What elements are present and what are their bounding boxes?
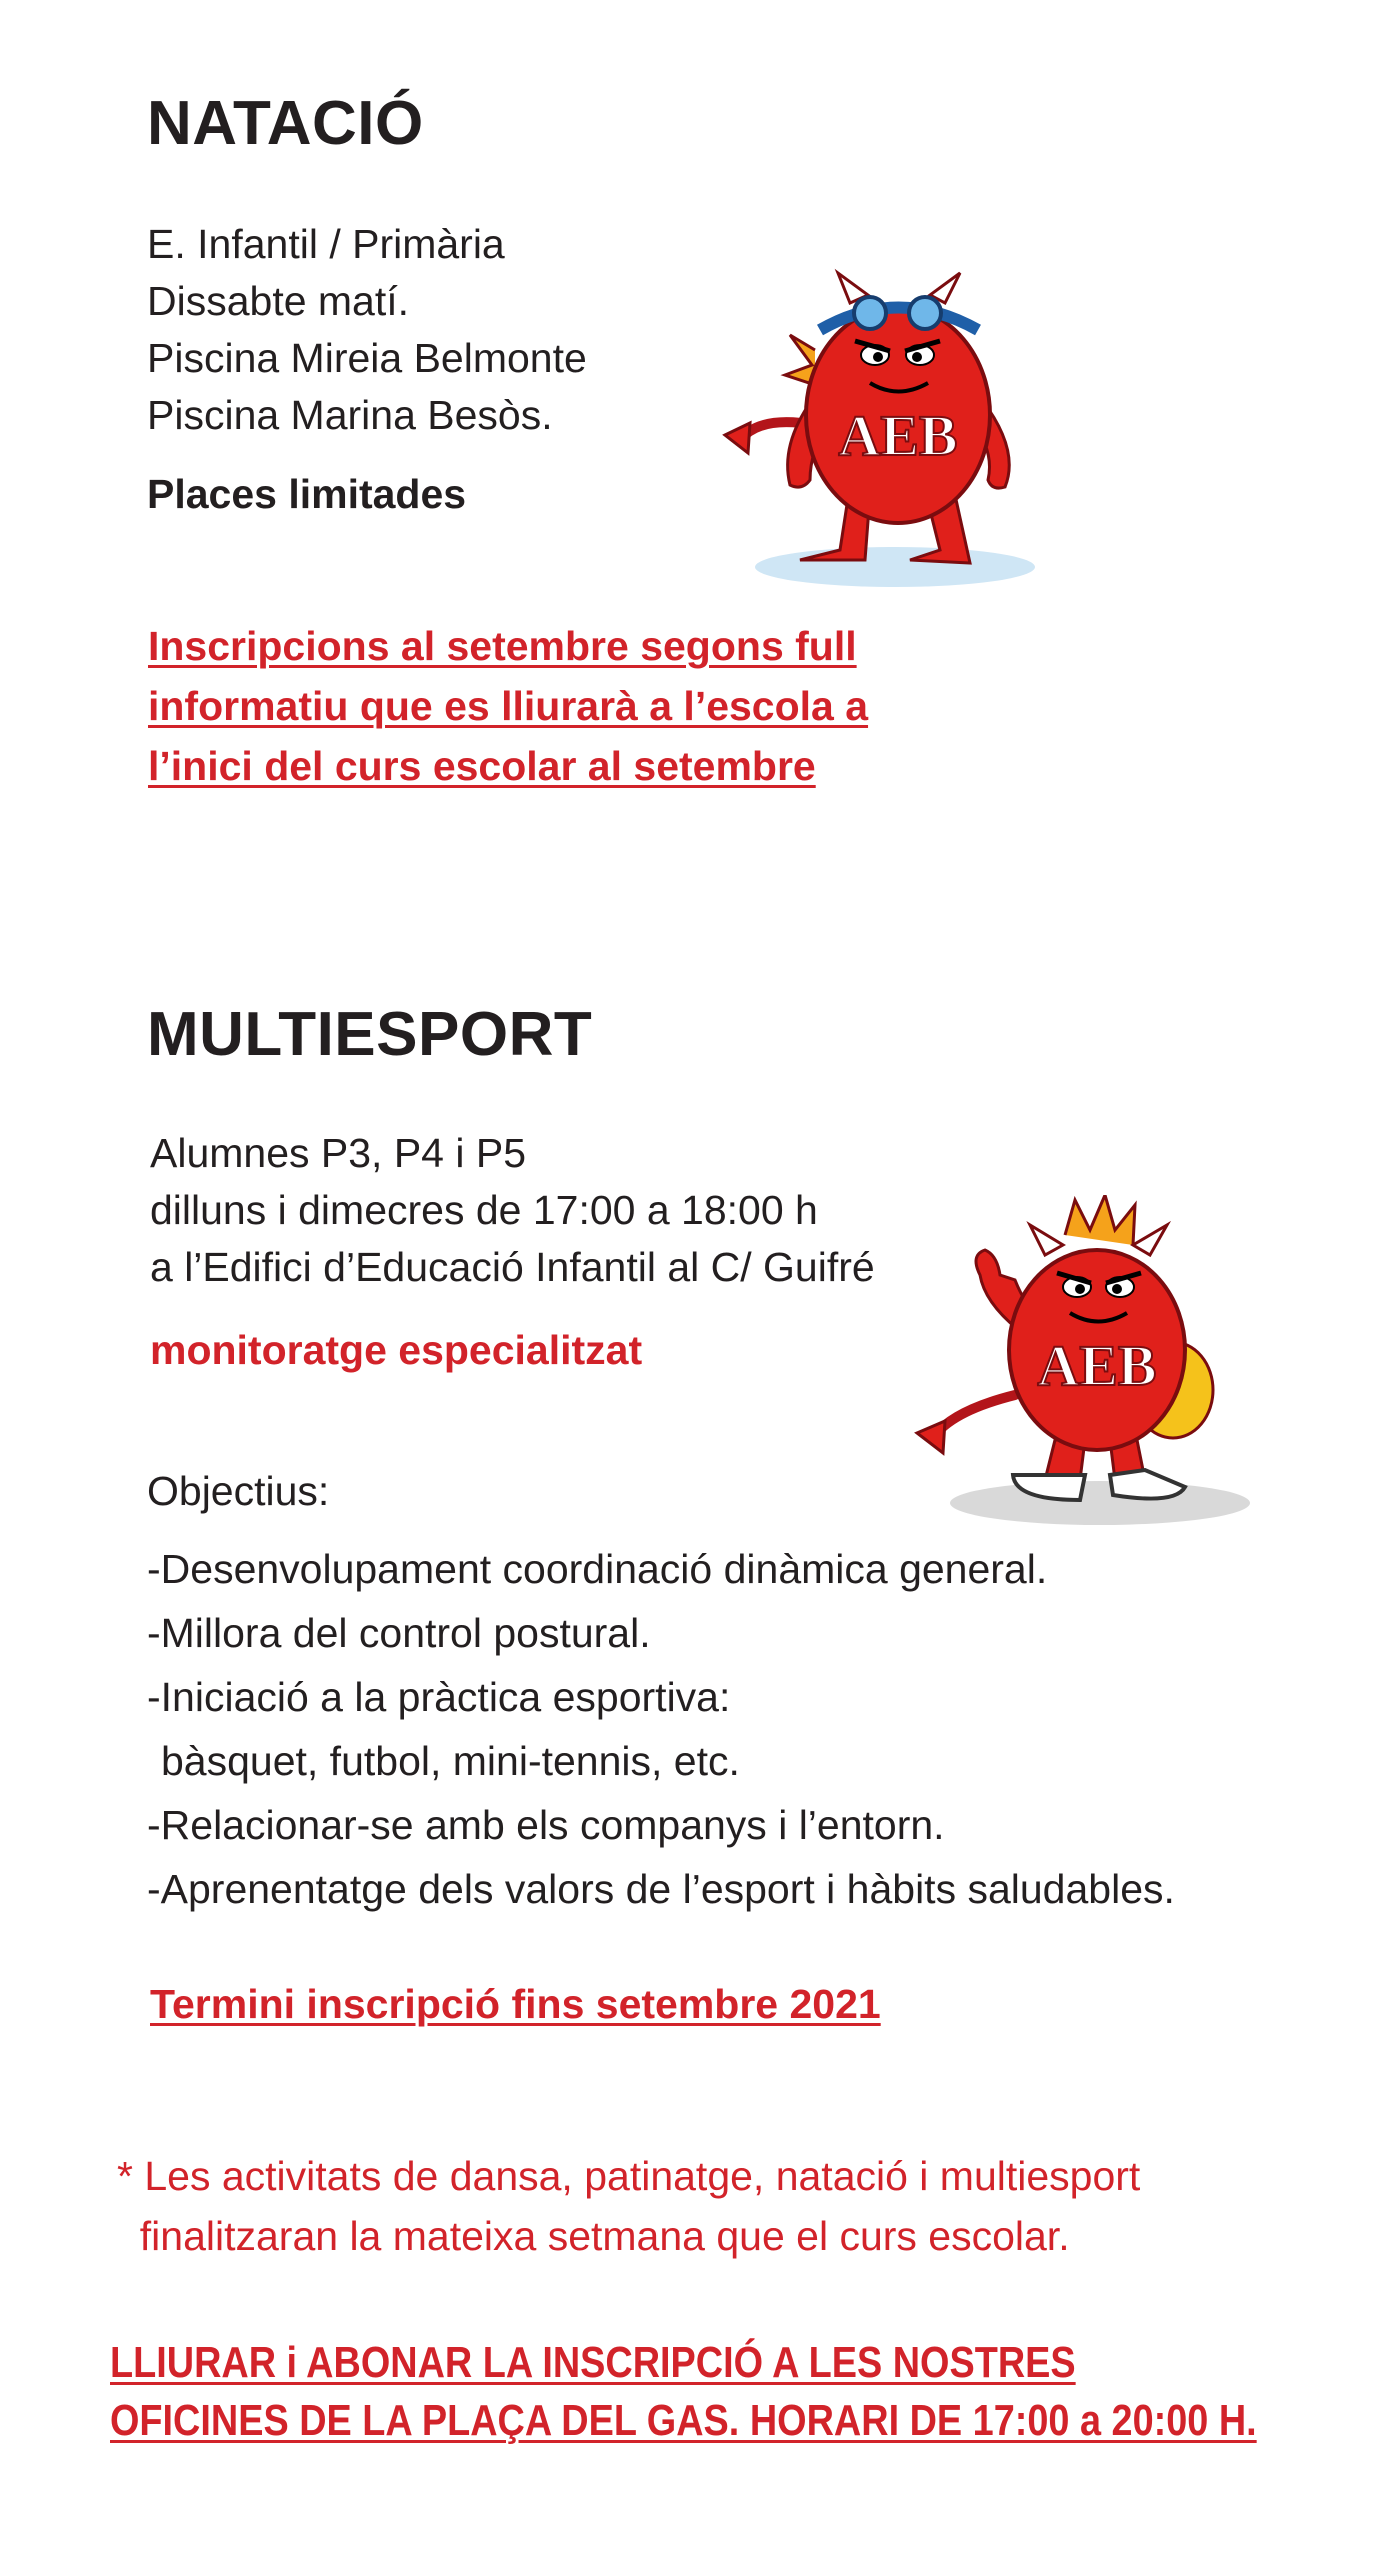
mascot-label: AEB xyxy=(838,403,958,468)
natacio-line: Piscina Mireia Belmonte xyxy=(147,335,587,381)
multiesport-line: Alumnes P3, P4 i P5 xyxy=(150,1130,527,1176)
natacio-registration xyxy=(148,616,868,796)
multiesport-line: dilluns i dimecres de 17:00 a 18:00 h xyxy=(150,1187,818,1233)
objective-item: -Aprenentatge dels valors de l’esport i hàbits saludables. xyxy=(147,1866,1175,1912)
payment-instructions xyxy=(110,2334,1257,2450)
note-line: * Les activitats de dansa, patinatge, natació i multiesport xyxy=(117,2153,1141,2199)
objective-item: -Millora del control postural. xyxy=(147,1610,651,1656)
multiesport-title: MULTIESPORT xyxy=(147,1000,593,1069)
mascot-label: AEB xyxy=(1037,1333,1157,1398)
objectives-label: Objectius: xyxy=(147,1468,330,1514)
registration-line: Inscripcions al setembre segons full xyxy=(148,623,857,669)
note-line: finalitzaran la mateixa setmana que el curs escolar. xyxy=(117,2213,1070,2259)
objective-item: -Relacionar-se amb els companys i l’entorn. xyxy=(147,1802,945,1848)
objective-item: -Iniciació a la pràctica esportiva: xyxy=(147,1674,731,1720)
objectives-list xyxy=(147,1537,1175,1921)
registration-line: l’inici del curs escolar al setembre xyxy=(148,743,816,789)
registration-line: informatiu que es lliurarà a l’escola a xyxy=(148,683,869,729)
multiesport-info xyxy=(150,1125,875,1296)
mascot-swimmer-icon xyxy=(720,255,1060,595)
objective-item: bàsquet, futbol, mini-tennis, etc. xyxy=(161,1738,740,1784)
objective-item: -Desenvolupament coordinació dinàmica general. xyxy=(147,1546,1048,1592)
mascot-thumbs-up-icon xyxy=(905,1195,1265,1535)
natacio-info xyxy=(147,216,587,444)
natacio-limited: Places limitades xyxy=(147,471,467,517)
monitoring-text: monitoratge especialitzat xyxy=(150,1327,643,1373)
natacio-title: NATACIÓ xyxy=(147,89,424,158)
instruction-line: LLIURAR i ABONAR LA INSCRIPCIÓ A LES NOSTRES xyxy=(110,2338,1076,2387)
multiesport-line: a l’Edifici d’Educació Infantil al C/ Guifré xyxy=(150,1244,875,1290)
instruction-line: OFICINES DE LA PLAÇA DEL GAS. HORARI DE 17:00 a 20:00 H. xyxy=(110,2396,1257,2445)
natacio-line: Dissabte matí. xyxy=(147,278,410,324)
natacio-line: E. Infantil / Primària xyxy=(147,221,505,267)
deadline-text: Termini inscripció fins setembre 2021 xyxy=(150,1981,881,2027)
natacio-line: Piscina Marina Besòs. xyxy=(147,392,553,438)
season-note xyxy=(117,2146,1140,2266)
